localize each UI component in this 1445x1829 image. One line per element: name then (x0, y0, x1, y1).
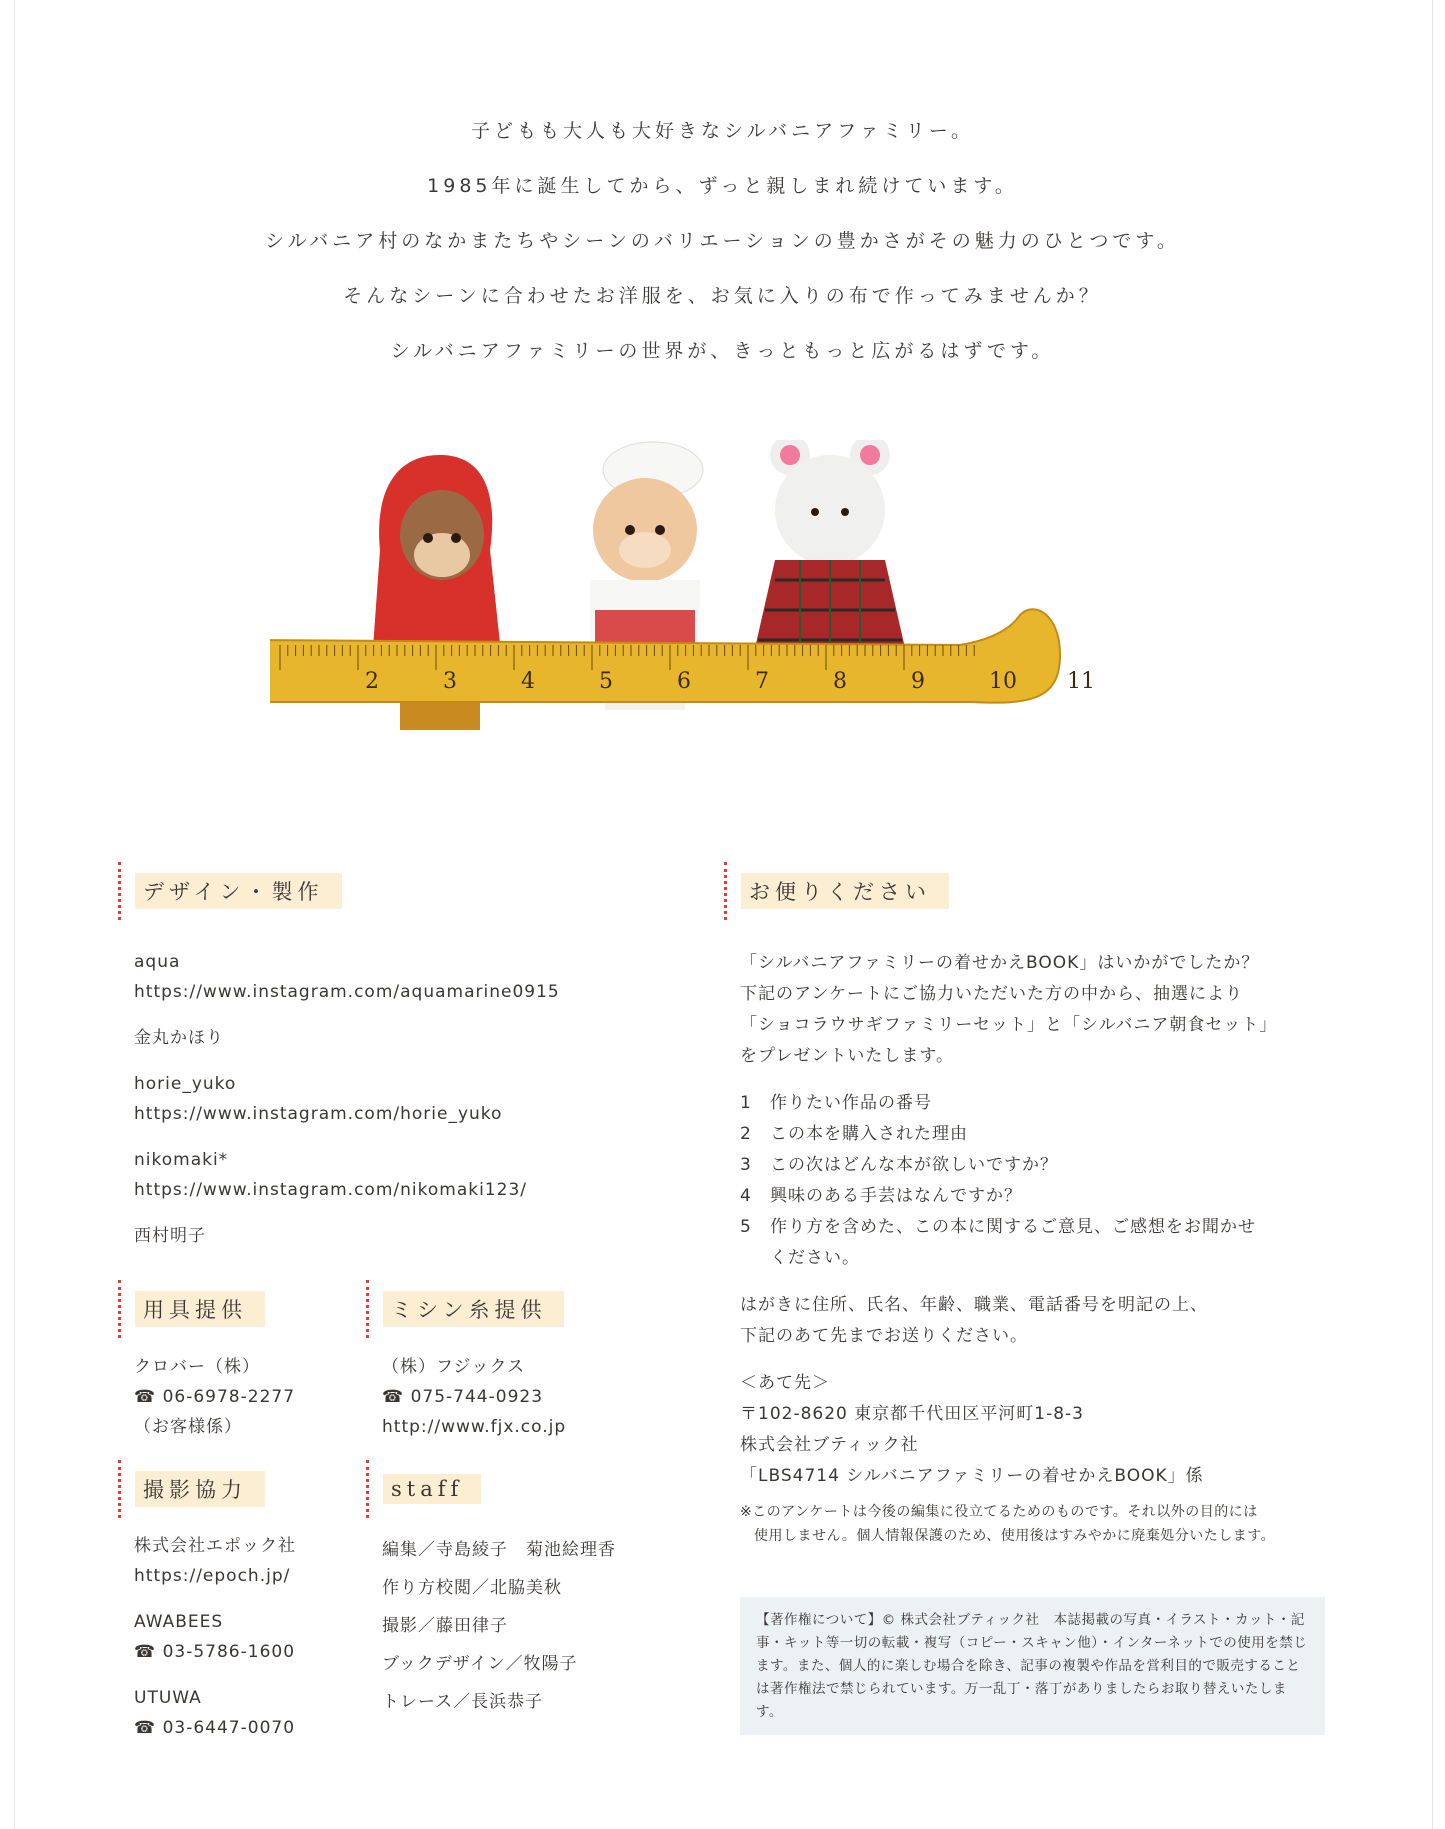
staff-line: 作り方校閲／北脇美秋 (382, 1578, 562, 1598)
section-heading-photo-coop (118, 1472, 265, 1506)
address-line: 〒102-8620 東京都千代田区平河町1-8-3 (740, 1404, 1084, 1424)
letters-intro-line: 下記のアンケートにご協力いただいた方の中から、抽選により (740, 984, 1243, 1004)
letters-body (740, 948, 1277, 1492)
instruction-line: はがきに住所、氏名、年齢、職業、電話番号を明記の上、 (740, 1295, 1208, 1315)
tape-number: 9 (911, 669, 925, 694)
phone: ☎ 03-5786-1600 (134, 1637, 296, 1667)
section-heading-tools (118, 1292, 265, 1326)
address-line: ＜あて先＞ (740, 1373, 830, 1393)
heading-label: ミシン糸提供 (383, 1291, 564, 1327)
designer-name: horie_yuko (134, 1074, 237, 1094)
heading-label: 用具提供 (135, 1291, 265, 1327)
designer-name: nikomaki* (134, 1150, 229, 1170)
contact-note: （お客様係） (134, 1417, 242, 1437)
section-heading-design (118, 874, 342, 908)
phone: ☎ 03-6447-0070 (134, 1713, 296, 1743)
letters-intro-line: 「シルバニアファミリーの着せかえBOOK」はいかがでしたか？ (740, 953, 1260, 973)
staff-list (382, 1531, 616, 1721)
question-item (740, 1212, 1277, 1243)
intro-line: 1985年に誕生してから、ずっと親しまれ続けています。 (427, 175, 1018, 197)
design-list (134, 947, 560, 1251)
question-text: 興味のある手芸はなんですか？ (770, 1186, 1022, 1206)
staff-line: 編集／寺島綾子 菊池絵理香 (382, 1540, 616, 1560)
tape-number: 10 (989, 669, 1017, 694)
tape-number: 3 (443, 669, 457, 694)
staff-line: 撮影／藤田律子 (382, 1616, 508, 1636)
company-name: （株）フジックス (382, 1357, 526, 1377)
copyright-box: 【著作権について】© 株式会社ブティック社 本誌掲載の写真・イラスト・カット・記事・キット等一切の転載・複写（コピー・スキャン他）・インターネットでの使用を禁じます。また、個人的に楽しむ場合を除き、記事の複製や作品を営利目的で販売することは著作権法で禁じられています。万一乱丁・落丁がありましたらお取り替えいたします。 (740, 1597, 1325, 1735)
question-text: この本を購入された理由 (770, 1124, 968, 1144)
question-number: 4 (740, 1186, 752, 1206)
question-item (740, 1119, 1277, 1150)
designer-url: https://www.instagram.com/nikomaki123/ (134, 1180, 527, 1200)
designer-name: aqua (134, 952, 181, 972)
question-number: 3 (740, 1155, 752, 1175)
tape-number: 5 (599, 669, 613, 694)
letters-intro-line: 「ショコラウサギファミリーセット」と「シルバニア朝食セット」 (740, 1015, 1278, 1035)
intro-line: そんなシーンに合わせたお洋服を、お気に入りの布で作ってみませんか？ (343, 285, 1102, 307)
section-heading-staff (366, 1472, 481, 1506)
staff-line: ブックデザイン／牧陽子 (382, 1654, 578, 1674)
company-name: AWABEES (134, 1612, 224, 1632)
address-line: 株式会社ブティック社 (740, 1435, 919, 1455)
mouse-doll (750, 440, 910, 670)
section-heading-thread (366, 1292, 564, 1326)
address-line: 「LBS4714 シルバニアファミリーの着せかえBOOK」係 (740, 1466, 1204, 1486)
tools-info (134, 1352, 295, 1442)
tape-number: 6 (677, 669, 691, 694)
photo-coop-list (134, 1531, 296, 1743)
designer-url: https://www.instagram.com/aquamarine0915 (134, 982, 560, 1002)
company-name: UTUWA (134, 1688, 202, 1708)
question-text: 作り方を含めた、この本に関するご意見、ご感想をお聞かせ (770, 1217, 1256, 1237)
note-line: 使用しません。個人情報保護のため、使用後はすみやかに廃棄処分いたします。 (754, 1528, 1276, 1544)
question-item (740, 1088, 1277, 1119)
question-item (740, 1150, 1277, 1181)
heading-label: staff (383, 1474, 481, 1504)
tape-number: 2 (365, 669, 379, 694)
company-url: http://www.fjx.co.jp (382, 1417, 567, 1437)
company-name: クロバー（株） (134, 1357, 260, 1377)
heading-label: お便りください (741, 873, 949, 909)
company-url: https://epoch.jp/ (134, 1566, 291, 1586)
question-number: 2 (740, 1124, 752, 1144)
thread-info (382, 1352, 566, 1442)
tape-number: 4 (521, 669, 535, 694)
designer-name: 西村明子 (134, 1226, 206, 1246)
heading-label: 撮影協力 (135, 1471, 265, 1507)
phone: ☎ 075-744-0923 (382, 1382, 566, 1412)
heading-label: デザイン・製作 (135, 873, 342, 909)
question-number: 1 (740, 1093, 752, 1113)
designer-name: 金丸かほり (134, 1028, 224, 1048)
intro-text (0, 116, 1445, 391)
privacy-note (740, 1500, 1275, 1548)
question-text: この次はどんな本が欲しいですか？ (770, 1155, 1058, 1175)
question-number: 5 (740, 1217, 752, 1237)
intro-line: シルバニア村のなかまたちやシーンのバリエーションの豊かさがその魅力のひとつです。 (265, 230, 1180, 252)
question-text: 作りたい作品の番号 (770, 1093, 932, 1113)
designer-url: https://www.instagram.com/horie_yuko (134, 1104, 503, 1124)
letters-intro-line: をプレゼントいたします。 (740, 1046, 954, 1066)
question-continuation: ください。 (770, 1248, 860, 1268)
tape-number: 8 (833, 669, 847, 694)
tape-number: 7 (755, 669, 769, 694)
dolls-photo (270, 440, 1230, 820)
instruction-line: 下記のあて先までお送りください。 (740, 1326, 1028, 1346)
note-line: ※このアンケートは今後の編集に役立てるためのものです。それ以外の目的には (740, 1504, 1258, 1520)
dolls-illustration (270, 440, 1230, 820)
staff-line: トレース／長浜恭子 (382, 1692, 544, 1712)
company-name: 株式会社エポック社 (134, 1536, 296, 1556)
intro-line: 子どもも大人も大好きなシルバニアファミリー。 (470, 120, 975, 142)
question-item (740, 1181, 1277, 1212)
tape-number: 11 (1067, 669, 1095, 694)
section-heading-letters (724, 874, 949, 908)
phone: ☎ 06-6978-2277 (134, 1382, 295, 1412)
intro-line: シルバニアファミリーの世界が、きっともっと広がるはずです。 (390, 340, 1055, 362)
